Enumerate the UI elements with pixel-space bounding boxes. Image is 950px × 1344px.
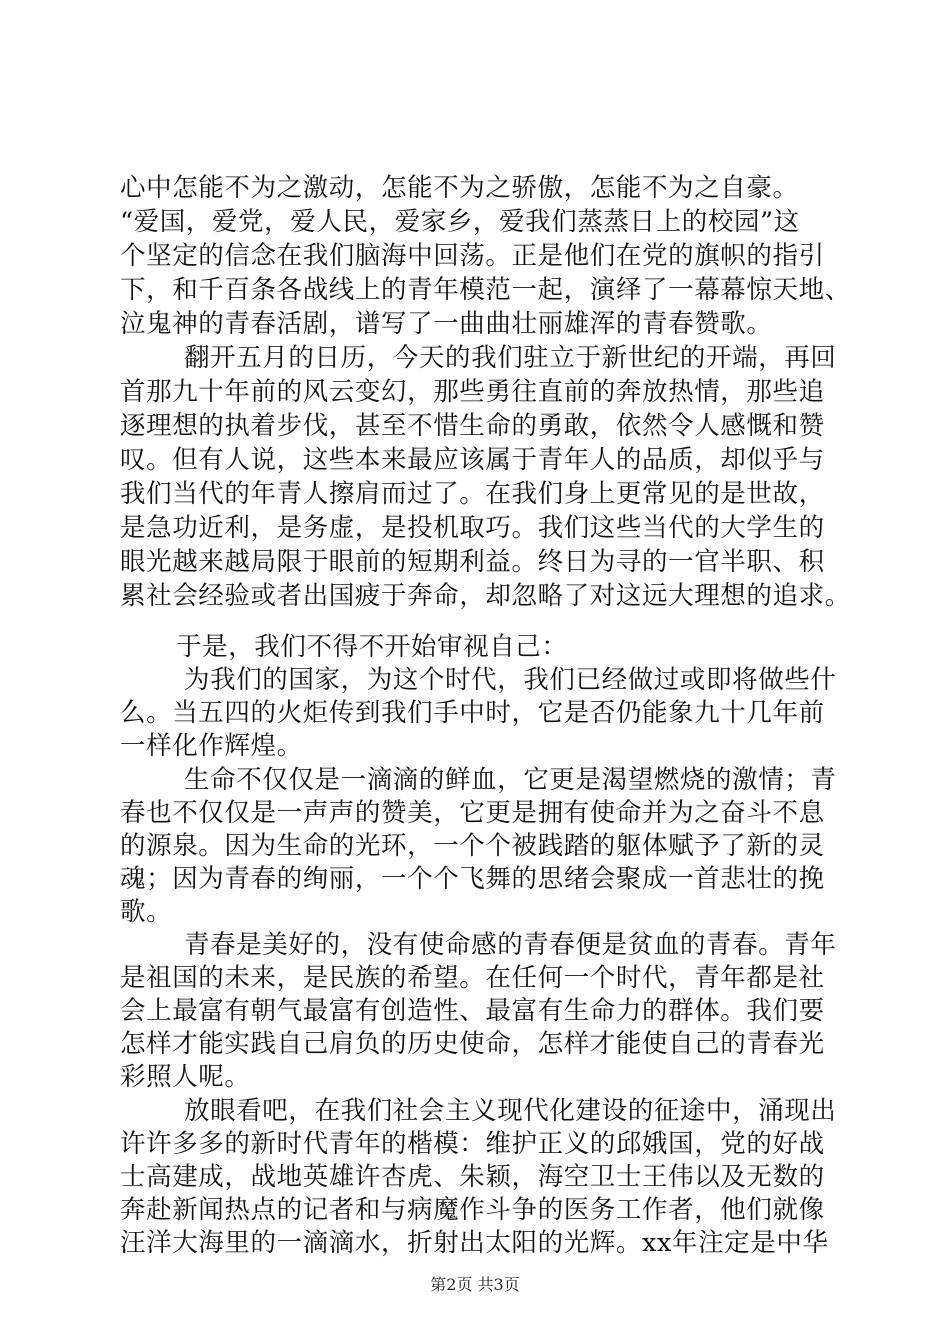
text-line: 歌。 — [120, 896, 173, 927]
text-line: 是祖国的未来，是民族的希望。在任何一个时代，青年都是社 — [120, 963, 825, 994]
text-line: 眼光越来越局限于眼前的短期利益。终日为寻的一官半职、积 — [120, 547, 825, 577]
text-line: 为我们的国家，为这个时代，我们已经做过或即将做些什 — [184, 665, 837, 696]
text-line: 泣鬼神的青春活剧，谱写了一曲曲壮丽雄浑的青春赞歌。 — [120, 309, 773, 339]
text-line: 首那九十年前的风云变幻，那些勇往直前的奔放热情，那些追 — [120, 377, 825, 407]
text-line: 于是，我们不得不开始审视自己： — [176, 632, 568, 663]
text-line: 许许多多的新时代青年的楷模：维护正义的邱娥国，党的好战 — [120, 1128, 825, 1159]
text-line: 逐理想的执着步伐，甚至不惜生命的勇敢，依然令人感慨和赞 — [120, 411, 825, 441]
text-line: 的源泉。因为生命的光环，一个个被践踏的躯体赋予了新的灵 — [120, 830, 825, 861]
text-line: 么。当五四的火炬传到我们手中时，它是否仍能象九十几年前 — [120, 698, 825, 729]
text-line: 一样化作辉煌。 — [120, 731, 303, 762]
text-line: 心中怎能不为之激动，怎能不为之骄傲，怎能不为之自豪。 — [120, 173, 799, 203]
text-line: 魂；因为青春的绚丽，一个个飞舞的思绪会聚成一首悲壮的挽 — [120, 863, 825, 894]
text-line: 生命不仅仅是一滴滴的鲜血，它更是渴望燃烧的激情；青 — [184, 764, 837, 795]
text-line: 叹。但有人说，这些本来最应该属于青年人的品质，却似乎与 — [120, 445, 825, 475]
text-line: 奔赴新闻热点的记者和与病魔作斗争的医务工作者，他们就像 — [120, 1194, 825, 1225]
text-line: 是急功近利，是务虚，是投机取巧。我们这些当代的大学生的 — [120, 513, 825, 543]
text-line: 会上最富有朝气最富有创造性、最富有生命力的群体。我们要 — [120, 996, 825, 1027]
text-line: 怎样才能实践自己肩负的历史使命，怎样才能使自己的青春光 — [120, 1029, 825, 1060]
text-line: 彩照人呢。 — [120, 1062, 251, 1093]
text-line: 士高建成，战地英雄许杏虎、朱颖，海空卫士王伟以及无数的 — [120, 1161, 825, 1192]
text-line: 翻开五月的日历，今天的我们驻立于新世纪的开端，再回 — [184, 343, 837, 373]
text-line: 下，和千百条各战线上的青年模范一起，演绎了一幕幕惊天地、 — [120, 275, 851, 305]
text-line: 放眼看吧，在我们社会主义现代化建设的征途中，涌现出 — [184, 1095, 837, 1126]
text-line: 春也不仅仅是一声声的赞美，它更是拥有使命并为之奋斗不息 — [120, 797, 825, 828]
text-line: 我们当代的年青人擦肩而过了。在我们身上更常见的是世故， — [120, 479, 825, 509]
text-line: 累社会经验或者出国疲于奔命，却忽略了对这远大理想的追求。 — [120, 581, 851, 611]
text-line: 个坚定的信念在我们脑海中回荡。正是他们在党的旗帜的指引 — [120, 241, 825, 271]
text-line: 青春是美好的，没有使命感的青春便是贫血的青春。青年 — [184, 930, 837, 960]
text-line: “爱国，爱党，爱人民，爱家乡，爱我们蒸蒸日上的校园”这 — [120, 207, 800, 237]
page-number-footer: 第2页 共3页 — [430, 1275, 520, 1294]
text-line: 汪洋大海里的一滴滴水，折射出太阳的光辉。xx年注定是中华 — [120, 1227, 829, 1258]
